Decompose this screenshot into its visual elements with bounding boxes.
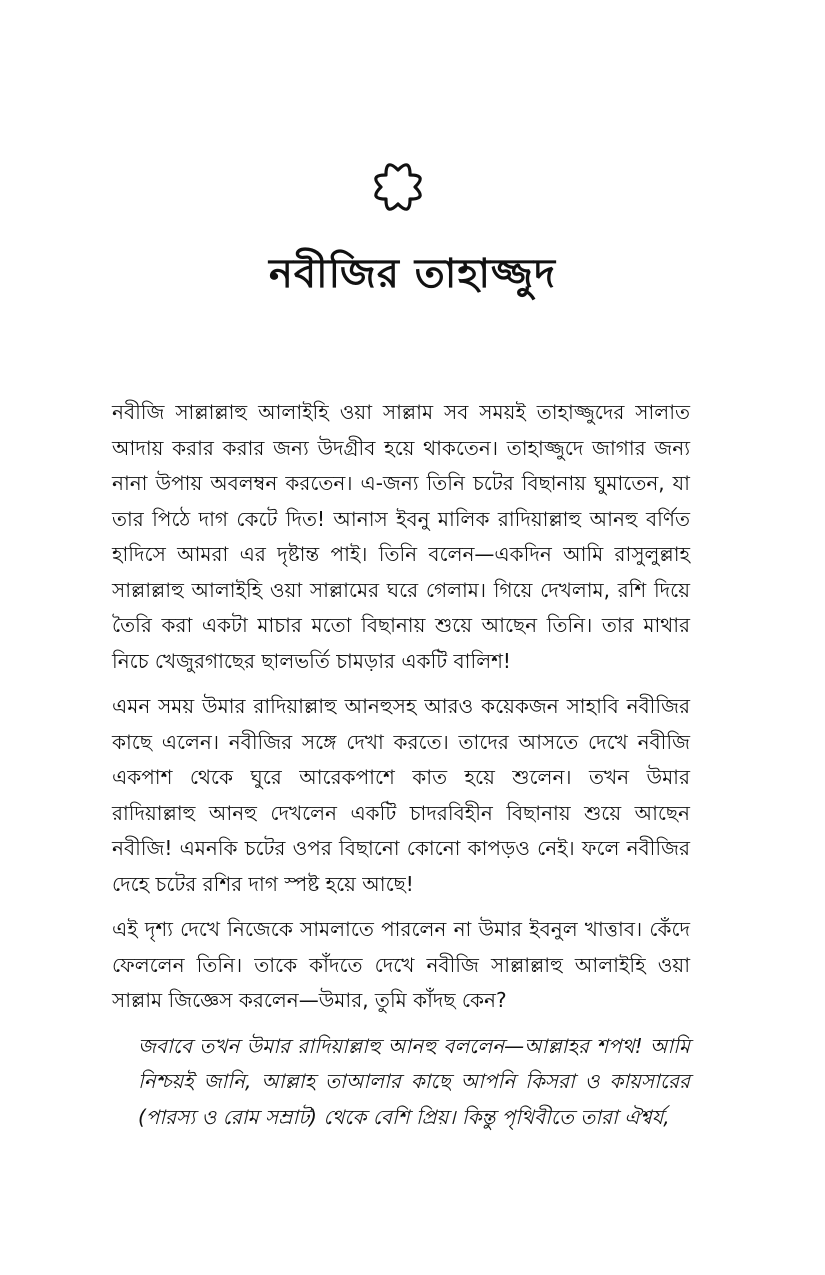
paragraph-2: এমন সময় উমার রাদিয়াল্লাহু আনহুসহ আরও কয়েকজন সাহাবি নবীজির কাছে এলেন। নবীজির সঙ্গে দেখা করতে। তাদের আসতে দেখে নবীজি একপাশ থেকে ঘুরে আরেকপাশে কাত হয়ে শুলেন। তখন উমার রাদিয়াল্লাহু আনহু দেখলেন একটি চাদরবিহীন বিছানায় শুয়ে আছেন নবীজি! এমনকি চটের ওপর বিছানো কোনো কাপড়ও নেই। ফলে নবীজির দেহে চটের রশির দাগ স্পষ্ট হয়ে আছে!	[112, 694, 690, 896]
quote-paragraph: জবাবে তখন উমার রাদিয়াল্লাহু আনহু বললেন—আল্লাহর শপথ! আমি নিশ্চয়ই জানি, আল্লাহ তাআলার কাছে আপনি কিসরা ও কায়সারের (পারস্য ও রোম সম্রাট) থেকে বেশি প্রিয়। কিন্তু পৃথিবীতে তারা ঐশ্বর্য,	[138, 1033, 690, 1129]
paragraph-3: এই দৃশ্য দেখে নিজেকে সামলাতে পারলেন না উমার ইবনুল খাত্তাব। কেঁদে ফেললেন তিনি। তাকে কাঁদতে দেখে নবীজি সাল্লাল্লাহু আলাইহি ওয়া সাল্লাম জিজ্ঞেস করলেন—উমার, তুমি কাঁদছ কেন?	[112, 917, 690, 1012]
paragraph-1: নবীজি সাল্লাল্লাহু আলাইহি ওয়া সাল্লাম সব সময়ই তাহাজ্জুদের সালাত আদায় করার করার জন্য উদগ্রীব হয়ে থাকতেন। তাহাজ্জুদে জাগার জন্য নানা উপায় অবলম্বন করতেন। এ-জন্য তিনি চটের বিছানায় ঘুমাতেন, যা তার পিঠে দাগ কেটে দিত! আনাস ইবনু মালিক রাদিয়াল্লাহু আনহু বর্ণিত হাদিসে আমরা এর দৃষ্টান্ত পাই। তিনি বলেন—একদিন আমি রাসুলুল্লাহ সাল্লাল্লাহু আলাইহি ওয়া সাল্লামের ঘরে গেলাম। গিয়ে দেখলাম, রশি দিয়ে তৈরি করা একটা মাচার মতো বিছানায় শুয়ে আছেন তিনি। তার মাথার নিচে খেজুরগাছের ছালভর্তি চামড়ার একটি বালিশ!	[112, 400, 690, 673]
chapter-title: নবীজির তাহাজ্জুদ	[269, 251, 556, 297]
flower-ornament-icon	[366, 155, 430, 219]
body-text	[112, 395, 690, 1135]
